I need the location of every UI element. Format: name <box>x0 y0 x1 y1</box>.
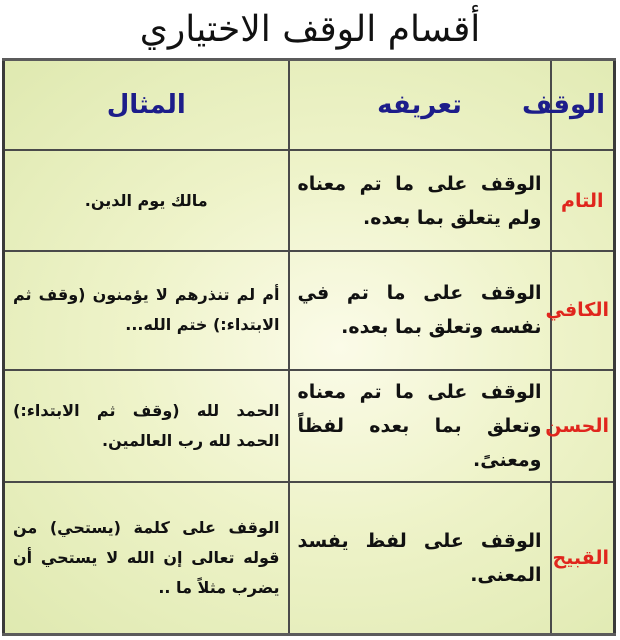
row-example: مالك يوم الدين. <box>4 150 289 251</box>
header-definition: تعريفه <box>289 61 551 150</box>
header-term: الوقف <box>551 61 615 150</box>
row-example: الحمد لله (وقف ثم الابتداء:) الحمد لله رب العالمين. <box>4 370 289 483</box>
row-definition: الوقف على ما تم معناه ولم يتعلق بما بعده. <box>289 150 551 251</box>
row-term: القبيح <box>551 482 615 633</box>
row-definition: الوقف على ما تم معناه وتعلق بما بعده لفظاً ومعنىً. <box>289 370 551 483</box>
row-example: أم لم تنذرهم لا يؤمنون (وقف ثم الابتداء:) ختم الله... <box>4 251 289 370</box>
table-row <box>4 482 615 633</box>
table-row <box>4 251 615 370</box>
row-term: التام <box>551 150 615 251</box>
row-definition: الوقف على لفظ يفسد المعنى. <box>289 482 551 633</box>
page-title: أقسام الوقف الاختياري <box>139 9 481 50</box>
row-term: الحسن <box>551 370 615 483</box>
table-row <box>4 150 615 251</box>
table-header-row <box>4 61 615 150</box>
row-term: الكافي <box>551 251 615 370</box>
header-example: المثال <box>4 61 289 150</box>
waqf-table <box>2 61 616 633</box>
row-definition: الوقف على ما تم في نفسه وتعلق بما بعده. <box>289 251 551 370</box>
table-row <box>4 370 615 483</box>
definitions-board <box>2 58 616 636</box>
row-example: الوقف على كلمة (يستحي) من قوله تعالى إن الله لا يستحي أن يضرب مثلاً ما .. <box>4 482 289 633</box>
